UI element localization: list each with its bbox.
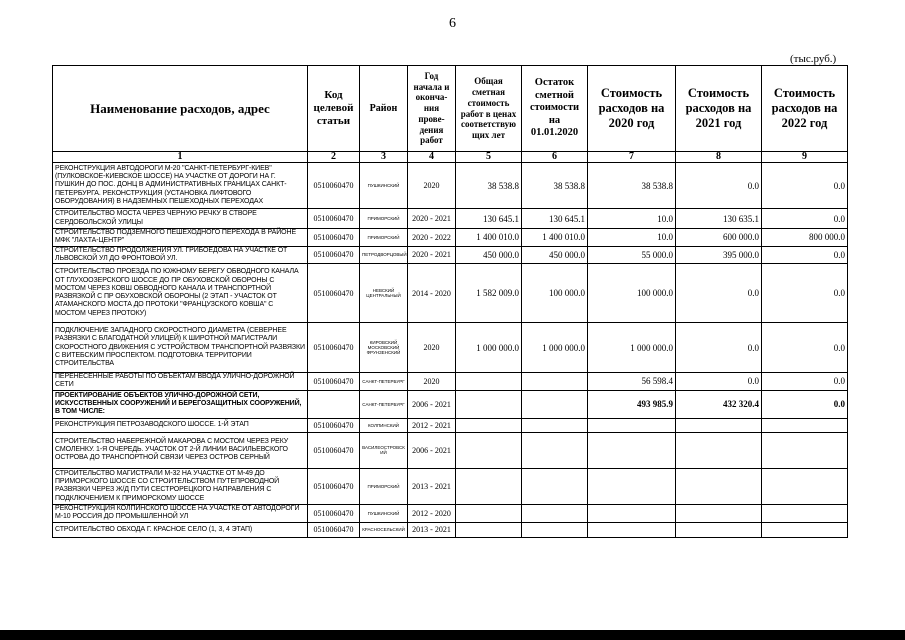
table-row [53, 163, 848, 209]
row-2021 [676, 468, 762, 504]
row-remainder: 1 400 010.0 [522, 229, 588, 247]
row-total: 1 400 010.0 [456, 229, 522, 247]
row-total: 38 538.8 [456, 163, 522, 209]
row-remainder [522, 432, 588, 468]
row-total [456, 468, 522, 504]
row-years: 2020 [408, 373, 456, 391]
table-row [53, 246, 848, 264]
scan-border [0, 630, 905, 640]
row-code: 0510060470 [308, 504, 360, 522]
row-name: РЕКОНСТРУКЦИЯ КОЛПИНСКОГО ШОССЕ НА УЧАСТКЕ ОТ АВТОДОРОГИ М-10 РОССИЯ ДО ПРОМЫШЛЕННОЙ УЛ [53, 504, 308, 522]
row-name: ПОДКЛЮЧЕНИЕ ЗАПАДНОГО СКОРОСТНОГО ДИАМЕТРА (СЕВЕРНЕЕ РАЗВЯЗКИ С БЛАГОДАТНОЙ УЛИЦЕЙ) К ШИРОТНОЙ МАГИСТРАЛИ СКОРОСТНОГО ДВИЖЕНИЯ С УСТРОЙСТВОМ ТРАНСПОРТНОЙ РАЗВЯЗКИ С ВИТЕБСКИМ ПРОСПЕКТОМ. ПОДГОТОВКА ТЕРРИТОРИИ СТРОИТЕЛЬСТВА [53, 323, 308, 373]
row-2022 [762, 418, 848, 432]
row-2022: 0.0 [762, 323, 848, 373]
row-2021: 0.0 [676, 373, 762, 391]
header-district: Район [360, 66, 408, 152]
row-2021: 432 320.4 [676, 390, 762, 418]
header-remainder: Остаток сметной стоимости на 01.01.2020 [522, 66, 588, 152]
table-row [53, 504, 848, 522]
row-name: СТРОИТЕЛЬСТВО МОСТА ЧЕРЕЗ ЧЕРНУЮ РЕЧКУ В СТВОРЕ СЕРДОБОЛЬСКОЙ УЛИЦЫ [53, 209, 308, 229]
row-2022: 0.0 [762, 246, 848, 264]
row-district: ПЕТРОДВОРЦОВЫЙ [360, 246, 408, 264]
row-years: 2020 [408, 163, 456, 209]
row-code: 0510060470 [308, 246, 360, 264]
row-2020 [588, 504, 676, 522]
column-number: 3 [360, 152, 408, 163]
row-name: СТРОИТЕЛЬСТВО ОБХОДА Г. КРАСНОЕ СЕЛО (1, 3, 4 ЭТАП) [53, 522, 308, 537]
row-years: 2013 - 2021 [408, 522, 456, 537]
row-remainder: 130 645.1 [522, 209, 588, 229]
row-total [456, 522, 522, 537]
header-total: Общая сметная стоимость работ в ценах соответствую щих лет [456, 66, 522, 152]
row-remainder [522, 468, 588, 504]
column-number: 8 [676, 152, 762, 163]
row-name: СТРОИТЕЛЬСТВО ПРОДОЛЖЕНИЯ УЛ. ГРИБОЕДОВА НА УЧАСТКЕ ОТ ЛЬВОВСКОЙ УЛ ДО ФРОНТОВОЙ УЛ. [53, 246, 308, 264]
row-remainder: 38 538.8 [522, 163, 588, 209]
row-2022: 0.0 [762, 390, 848, 418]
column-number: 5 [456, 152, 522, 163]
row-2020: 10.0 [588, 209, 676, 229]
column-number: 6 [522, 152, 588, 163]
row-years: 2020 [408, 323, 456, 373]
row-code: 0510060470 [308, 209, 360, 229]
row-remainder [522, 418, 588, 432]
row-code [308, 390, 360, 418]
row-2021: 395 000.0 [676, 246, 762, 264]
row-2020 [588, 522, 676, 537]
row-name: СТРОИТЕЛЬСТВО НАБЕРЕЖНОЙ МАКАРОВА С МОСТОМ ЧЕРЕЗ РЕКУ СМОЛЕНКУ. 1-Я ОЧЕРЕДЬ. УЧАСТОК ОТ 2-Й ЛИНИИ ВАСИЛЬЕВСКОГО ОСТРОВА ДО ТРАНСПОРТНОЙ СВЯЗИ ЧЕРЕЗ ОСТРОВ СЕРНЫЙ [53, 432, 308, 468]
column-number: 7 [588, 152, 676, 163]
column-number-row [53, 152, 848, 163]
units-label: (тыс.руб.) [790, 53, 837, 65]
row-code: 0510060470 [308, 418, 360, 432]
row-name: СТРОИТЕЛЬСТВО ПРОЕЗДА ПО ЮЖНОМУ БЕРЕГУ ОБВОДНОГО КАНАЛА ОТ ГЛУХООЗЕРСКОГО ШОССЕ ДО ПР ОБУХОВСКОЙ ОБОРОНЫ С МОСТОМ ЧЕРЕЗ КОВШ ОБВОДНОГО КАНАЛА И ТРАНСПОРТНОЙ РАЗВЯЗКОЙ С ПР ОБУХОВСКОЙ ОБОРОНЫ (2 ЭТАП - УЧАСТОК ОТ АТАМАНСКОГО МОСТА ДО ПРОТОКИ "ФРАНЦУЗСКОГО КОВША" С МОСТОМ ЧЕРЕЗ ПРОТОКУ) [53, 264, 308, 323]
row-code: 0510060470 [308, 163, 360, 209]
header-2022: Стоимость расходов на 2022 год [762, 66, 848, 152]
row-code: 0510060470 [308, 468, 360, 504]
row-district: КИРОВСКИЙ МОСКОВСКИЙ ФРУНЗЕНСКИЙ [360, 323, 408, 373]
row-remainder [522, 373, 588, 391]
row-2021 [676, 522, 762, 537]
row-district: ПРИМОРСКИЙ [360, 209, 408, 229]
row-remainder: 100 000.0 [522, 264, 588, 323]
row-name: ПРОЕКТИРОВАНИЕ ОБЪЕКТОВ УЛИЧНО-ДОРОЖНОЙ СЕТИ, ИСКУССТВЕННЫХ СООРУЖЕНИЙ И БЕРЕГОЗАЩИТНЫХ СООРУЖЕНИЙ, В ТОМ ЧИСЛЕ: [53, 390, 308, 418]
row-total [456, 418, 522, 432]
header-name: Наименование расходов, адрес [53, 66, 308, 152]
header-row [53, 66, 848, 152]
row-name: СТРОИТЕЛЬСТВО ПОДЗЕМНОГО ПЕШЕХОДНОГО ПЕРЕХОДА В РАЙОНЕ МФК "ЛАХТА-ЦЕНТР" [53, 229, 308, 247]
column-number: 1 [53, 152, 308, 163]
row-2021: 130 635.1 [676, 209, 762, 229]
row-total [456, 504, 522, 522]
row-total [456, 390, 522, 418]
row-2022: 0.0 [762, 163, 848, 209]
row-code: 0510060470 [308, 264, 360, 323]
header-years: Год начала и оконча-ния прове-дения работ [408, 66, 456, 152]
row-2020: 100 000.0 [588, 264, 676, 323]
row-district: ПРИМОРСКИЙ [360, 229, 408, 247]
row-district: ПУШКИНСКИЙ [360, 163, 408, 209]
header-2020: Стоимость расходов на 2020 год [588, 66, 676, 152]
row-2022 [762, 522, 848, 537]
row-code: 0510060470 [308, 323, 360, 373]
column-number: 2 [308, 152, 360, 163]
row-district: ПРИМОРСКИЙ [360, 468, 408, 504]
row-years: 2020 - 2021 [408, 246, 456, 264]
row-2022: 0.0 [762, 209, 848, 229]
page-number: 6 [449, 16, 456, 31]
row-2021: 0.0 [676, 323, 762, 373]
row-years: 2020 - 2022 [408, 229, 456, 247]
row-2021: 600 000.0 [676, 229, 762, 247]
row-years: 2012 - 2020 [408, 504, 456, 522]
row-total: 450 000.0 [456, 246, 522, 264]
row-name: ПЕРЕНЕСЕННЫЕ РАБОТЫ ПО ОБЪЕКТАМ ВВОДА УЛИЧНО-ДОРОЖНОЙ СЕТИ [53, 373, 308, 391]
row-remainder [522, 390, 588, 418]
row-total [456, 432, 522, 468]
row-2022: 0.0 [762, 373, 848, 391]
table-row [53, 323, 848, 373]
row-district: КРАСНОСЕЛЬСКИЙ [360, 522, 408, 537]
row-2021 [676, 432, 762, 468]
row-2022: 0.0 [762, 264, 848, 323]
row-2020 [588, 418, 676, 432]
row-total: 1 000 000.0 [456, 323, 522, 373]
row-name: РЕКОНСТРУКЦИЯ ПЕТРОЗАВОДСКОГО ШОССЕ. 1-Й ЭТАП [53, 418, 308, 432]
header-code: Код целевой статьи [308, 66, 360, 152]
row-years: 2006 - 2021 [408, 432, 456, 468]
row-name: РЕКОНСТРУКЦИЯ АВТОДОРОГИ М-20 "САНКТ-ПЕТЕРБУРГ-КИЕВ" (ПУЛКОВСКОЕ-КИЕВСКОЕ ШОССЕ) НА УЧАСТКЕ ОТ ДОРОГИ НА Г. ПУШКИН ДО ПОС. ДОНЦ В АДМИНИСТРАТИВНЫХ ГРАНИЦАХ САНКТ-ПЕТЕРБУРГА. РЕКОНСТРУКЦИЯ (УСТАНОВКА ЛИФТОВОГО ОБОРУДОВАНИЯ) В НАДЗЕМНЫХ ПЕШЕХОДНЫХ ПЕРЕХОДАХ [53, 163, 308, 209]
row-2021: 0.0 [676, 264, 762, 323]
row-remainder: 1 000 000.0 [522, 323, 588, 373]
row-name: СТРОИТЕЛЬСТВО МАГИСТРАЛИ М-32 НА УЧАСТКЕ ОТ М-49 ДО ПРИМОРСКОГО ШОССЕ СО СТРОИТЕЛЬСТВОМ ПУТЕПРОВОДНОЙ РАЗВЯЗКИ ЧЕРЕЗ Ж/Д ПУТИ СЕСТРОРЕЦКОГО НАПРАВЛЕНИЯ С ПОДКЛЮЧЕНИЕМ К ПРИМОРСКОМУ ШОССЕ [53, 468, 308, 504]
row-remainder [522, 504, 588, 522]
row-code: 0510060470 [308, 432, 360, 468]
row-total: 130 645.1 [456, 209, 522, 229]
column-number: 9 [762, 152, 848, 163]
row-district: КОЛПИНСКИЙ [360, 418, 408, 432]
table-body [53, 66, 848, 538]
row-years: 2006 - 2021 [408, 390, 456, 418]
row-district: САНКТ-ПЕТЕРБУРГ [360, 390, 408, 418]
row-years: 2012 - 2021 [408, 418, 456, 432]
row-2021 [676, 418, 762, 432]
table-row [53, 229, 848, 247]
table-row [53, 373, 848, 391]
row-2022 [762, 504, 848, 522]
table-row [53, 209, 848, 229]
row-2020 [588, 432, 676, 468]
row-2020: 1 000 000.0 [588, 323, 676, 373]
expenses-table [52, 65, 848, 538]
table-row [53, 390, 848, 418]
row-2021 [676, 504, 762, 522]
row-total: 1 582 009.0 [456, 264, 522, 323]
row-code: 0510060470 [308, 229, 360, 247]
row-district: ПУШКИНСКИЙ [360, 504, 408, 522]
table-row [53, 418, 848, 432]
row-2022: 800 000.0 [762, 229, 848, 247]
row-2022 [762, 468, 848, 504]
row-remainder: 450 000.0 [522, 246, 588, 264]
table-row [53, 468, 848, 504]
row-years: 2020 - 2021 [408, 209, 456, 229]
row-2020: 10.0 [588, 229, 676, 247]
row-2020 [588, 468, 676, 504]
row-2022 [762, 432, 848, 468]
column-number: 4 [408, 152, 456, 163]
row-code: 0510060470 [308, 373, 360, 391]
row-2020: 493 985.9 [588, 390, 676, 418]
row-years: 2014 - 2020 [408, 264, 456, 323]
row-years: 2013 - 2021 [408, 468, 456, 504]
row-2021: 0.0 [676, 163, 762, 209]
header-2021: Стоимость расходов на 2021 год [676, 66, 762, 152]
row-2020: 56 598.4 [588, 373, 676, 391]
row-district: САНКТ-ПЕТЕРБУРГ [360, 373, 408, 391]
table-row [53, 264, 848, 323]
row-remainder [522, 522, 588, 537]
row-total [456, 373, 522, 391]
row-code: 0510060470 [308, 522, 360, 537]
row-2020: 38 538.8 [588, 163, 676, 209]
table-row [53, 432, 848, 468]
row-district: НЕВСКИЙ ЦЕНТРАЛЬНЫЙ [360, 264, 408, 323]
row-2020: 55 000.0 [588, 246, 676, 264]
table-row [53, 522, 848, 537]
row-district: ВАСИЛЕОСТРОВСК ИЙ [360, 432, 408, 468]
